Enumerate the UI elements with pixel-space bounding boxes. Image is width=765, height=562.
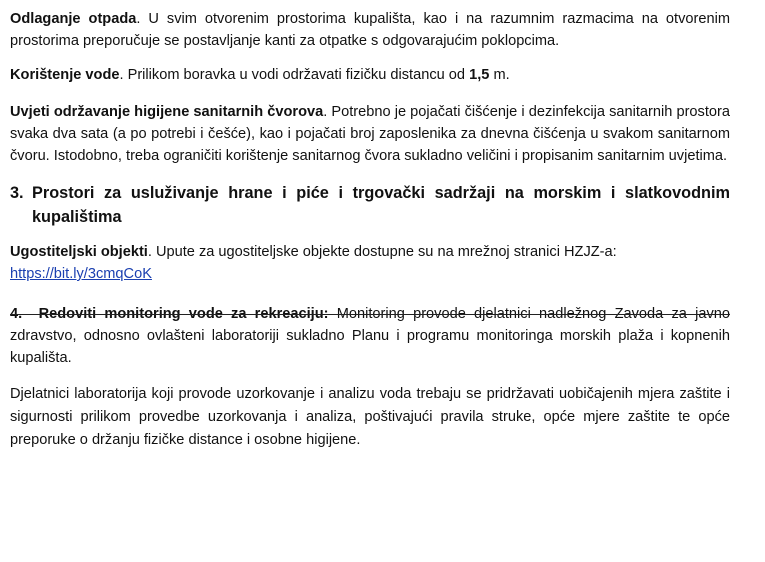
paragraph-lead: Uvjeti održavanje higijene sanitarnih čvorova (10, 104, 324, 120)
paragraph-text: Monitoring provode djelatnici nadležnog Zavoda za javno zdravstvo, odnosno ovlašteni laboratoriji sukladno Planu i programu monitoringa morskih plaža i kopnenih kupališta. (10, 306, 730, 366)
paragraph-catering (10, 241, 730, 285)
paragraph-waste-disposal (10, 8, 730, 52)
paragraph-text: . U svim otvorenim prostorima kupališta, kao i na razumnim razmacima na otvorenim prostorima preporučuje se postavljanje kanti za otpatke s odgovarajućim poklopcima. (10, 11, 731, 49)
paragraph-text: Djelatnici laboratorija koji provode uzorkovanje i analizu voda trebaju se pridržavati uobičajenih mjera zaštite i sigurnosti prilikom provedbe uzorkovanja i analiza, poštivajući pravila struke, opće mjere zaštite te opće preporuke o držanju fizičke distance i osobne higijene. (10, 386, 730, 448)
section-lead: Redoviti monitoring vode za rekreaciju: (38, 306, 329, 322)
horizontal-divider (10, 314, 730, 315)
paragraph-lab-staff (10, 383, 730, 452)
section-3-heading (10, 181, 730, 229)
section-number: 4. (10, 306, 23, 322)
paragraph-sanitary-hygiene (10, 101, 730, 167)
paragraph-text-end: m. (489, 67, 510, 83)
section-number: 3. (10, 184, 24, 202)
distance-value: 1,5 (469, 67, 490, 83)
paragraph-text: . Upute za ugostiteljske objekte dostupne su na mrežnoj stranici HZJZ-a: (147, 244, 617, 260)
paragraph-text: . Potrebno je pojačati čišćenje i dezinfekcija sanitarnih prostora svaka dva sata (a po potrebi i češće), kao i pojačati broj zaposlenika za dnevna čišćenja u svakom sanitarnom čvoru. Istodobno, treba ograničiti korištenje sanitarnog čvora sukladno veličini i propisanim sanitarnim uvjetima. (10, 104, 730, 164)
paragraph-lead: Odlaganje otpada (10, 11, 137, 27)
section-4-paragraph (10, 303, 730, 369)
hzjz-link[interactable]: https://bit.ly/3cmqCoK (10, 266, 152, 282)
document-page (10, 8, 730, 452)
paragraph-lead: Ugostiteljski objekti (10, 244, 148, 260)
paragraph-text: . Prilikom boravka u vodi održavati fizičku distancu od (119, 67, 470, 83)
section-title: Prostori za usluživanje hrane i piće i trgovački sadržaji na morskim i slatkovodnim kupalištima (32, 184, 730, 226)
paragraph-water-use (10, 64, 730, 86)
paragraph-lead: Korištenje vode (10, 67, 120, 83)
